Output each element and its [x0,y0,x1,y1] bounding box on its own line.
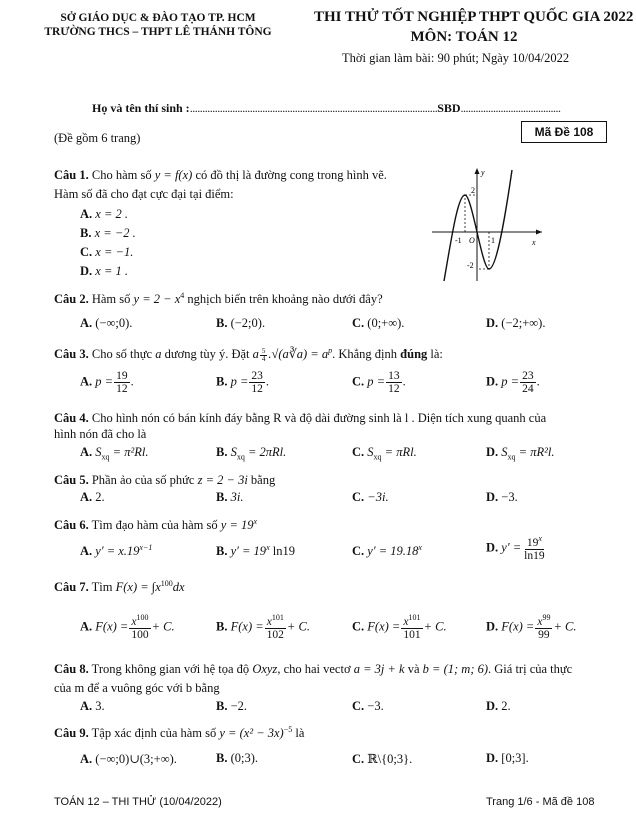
q6-option-b[interactable]: B. $y' = 19^x$ ln19 [216,543,295,559]
q5-stem: Câu 5. Phần ảo của số phức z = 2 − 3i bằng [54,473,276,487]
q9-option-d[interactable]: D. [0;3]. [486,751,529,765]
q1-line1: Câu 1. Cho hàm số y = f(x) có đồ thị là đường cong trong hình vẽ. [54,168,387,182]
q6-stem: Câu 6. Tìm đạo hàm của hàm số $y = 19^x$ [54,517,258,533]
q9-option-a[interactable]: A. (−∞;0)∪(3;+∞). [80,752,177,766]
q2-stem: Câu 2. Hàm số $y = 2 - x^4$ nghịch biến trên khoảng nào dưới đây? [54,291,383,307]
q7-option-d[interactable]: D. F(x) = $\frac{x^{99}}{99}$ + C. [486,613,577,641]
q8-option-d[interactable]: D. 2. [486,699,511,713]
q1-line2: Hàm số đã cho đạt cực đại tại điểm: [54,187,234,201]
q6-option-a[interactable]: A. $y' = x.19^{x-1}$ [80,543,153,559]
q3-option-c[interactable]: C. p = $\frac{13}{12}$ . [352,370,406,396]
q2-option-b[interactable]: B. (−2;0). [216,316,266,330]
q2-option-d[interactable]: D. (−2;+∞). [486,316,546,330]
time-date: Thời gian làm bài: 90 phút; Ngày 10/04/2022 [342,51,570,65]
y-axis-arrow-icon [475,168,480,174]
q7-option-a[interactable]: A. F(x) = $\frac{x^{100}}{100}$ + C. [80,613,175,641]
sbd-dots: ........................................ [460,101,561,115]
q5-option-c[interactable]: C. −3i. [352,490,389,504]
q9-stem: Câu 9. Tập xác định của hàm số $y = (x^2 - 3x)^{-5}$ là [54,725,305,741]
footer-left: TOÁN 12 – THI THỬ (10/04/2022) [54,796,222,808]
q9-option-b[interactable]: B. (0;3). [216,751,259,765]
q4-option-b[interactable]: B. $S_{xq} = 2\pi Rl$. [216,445,287,462]
q3-stem: Câu 3. Cho số thực a dương tùy ý. Đặt a $\frac{5}{4}$ .√(a∛a) = $a^p$. Khẳng định đúng là: [54,346,443,364]
tick-y-neg: -2 [467,261,474,270]
q4-option-c[interactable]: C. $S_{xq} = \pi Rl$. [352,445,417,462]
sbd-label: SBD [437,101,461,115]
q1-option-c[interactable]: C. x = −1. [80,245,134,259]
q2-option-a[interactable]: A. (−∞;0). [80,316,133,330]
q2-option-c[interactable]: C. (0;+∞). [352,316,405,330]
q1-option-b[interactable]: B. x = −2 . [80,226,136,240]
q9-option-c[interactable]: C. ℝ\{0;3}. [352,752,413,766]
q4-stem-line2: hình nón đã cho là [54,427,147,441]
q8-stem-line2: của m để a vuông góc với b bằng [54,681,220,695]
q4-option-a[interactable]: A. $S_{xq} = \pi^2Rl$. [80,445,149,462]
q8-option-c[interactable]: C. −3. [352,699,384,713]
subject-title: MÔN: TOÁN 12 [410,29,518,45]
q3-option-b[interactable]: B. p = $\frac{23}{12}$ . [216,370,270,396]
footer-right: Trang 1/6 - Mã đề 108 [486,796,595,808]
q5-option-d[interactable]: D. −3. [486,490,518,504]
x-axis-label: x [532,238,536,247]
origin-label: O [469,236,475,245]
q5-option-b[interactable]: B. 3i. [216,490,244,504]
q7-stem: Câu 7. Tìm $F(x) = \int x^{100}dx$ [54,579,185,595]
q5-option-a[interactable]: A. 2. [80,490,105,504]
q8-option-b[interactable]: B. −2. [216,699,248,713]
school-name: TRƯỜNG THCS – THPT LÊ THÁNH TÔNG [44,26,272,38]
tick-x-neg: -1 [455,236,462,245]
q4-option-d[interactable]: D. $S_{xq} = \pi R^2l$. [486,445,555,462]
q7-option-b[interactable]: B. F(x) = $\frac{x^{101}}{102}$ + C. [216,613,310,641]
q4-stem: Câu 4. Cho hình nón có bán kính đáy bằng R và độ dài đường sinh là l . Diện tích xung quanh của [54,411,547,425]
student-name-dots: ................................................................................................... [189,101,438,115]
q1-option-a[interactable]: A. x = 2 . [80,207,129,221]
exam-code-box: Mã Đề 108 [521,121,607,143]
exam-title: THI THỬ TỐT NGHIỆP THPT QUỐC GIA 2022 [314,9,634,25]
q3-option-d[interactable]: D. p = $\frac{23}{24}$ . [486,370,540,396]
q8-stem: Câu 8. Trong không gian với hệ tọa độ Oxyz, cho hai vectơ a = 3j + k và b = (1; m; 6). Giá trị của thực [54,662,573,676]
q6-option-c[interactable]: C. $y' = 19.18^x$ [352,543,422,559]
tick-x-pos: 1 [491,236,495,245]
function-graph [428,165,546,283]
x-axis-arrow-icon [536,230,542,235]
q7-option-c[interactable]: C. F(x) = $\frac{x^{101}}{101}$ + C. [352,613,447,641]
pages-note: (Đề gồm 6 trang) [54,131,141,145]
student-name-field[interactable] [92,101,561,116]
y-axis-label: y [481,168,485,177]
tick-y-pos: 2 [471,186,475,195]
student-name-label: Họ và tên thí sinh : [92,101,190,115]
q3-option-a[interactable]: A. p = $\frac{19}{12}$ . [80,370,134,396]
q1-option-d[interactable]: D. x = 1 . [80,264,129,278]
department-name: SỞ GIÁO DỤC & ĐÀO TẠO TP. HCM [60,12,256,24]
q6-option-d[interactable]: D. y′ = $\frac{19^x}{\ln 19}$ [486,534,545,562]
function-curve [444,170,512,281]
q8-option-a[interactable]: A. 3. [80,699,105,713]
